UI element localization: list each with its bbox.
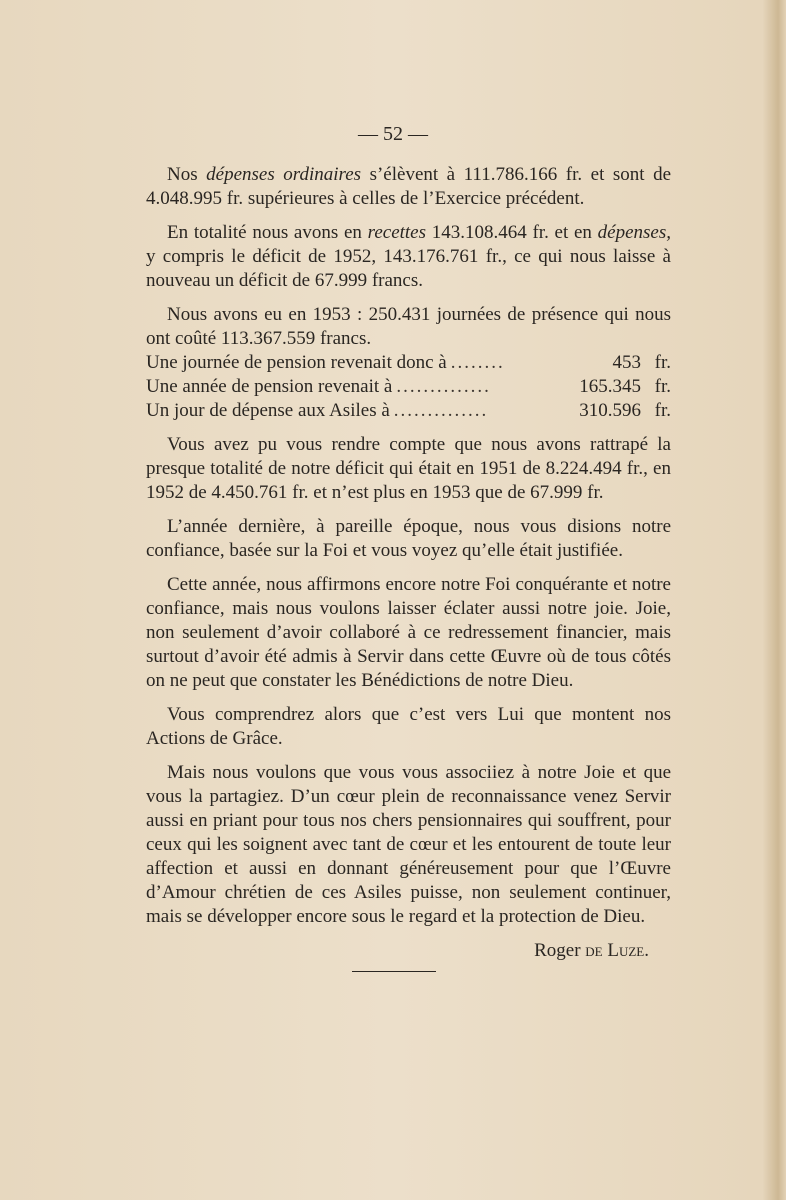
- cost-value: 453: [612, 352, 641, 373]
- page-number: — 52 —: [358, 123, 428, 145]
- cost-row: [146, 375, 671, 399]
- closing-rule: [352, 971, 436, 972]
- cost-unit: fr.: [654, 376, 671, 397]
- paragraph-this-year: Cette année, nous affirmons encore notre Foi conquérante et notre confiance, mais nous voulons laisser éclater aussi notre joie. Joie, non seulement d’avoir collaboré à ce redressement financier, mais surtout d’avoir été admis à Servir dans cette Œuvre où de tous côtés on ne peut que constater les Bénédictions de notre Dieu.: [146, 574, 671, 691]
- signature: [146, 939, 671, 963]
- paragraph-expenses: [146, 163, 671, 211]
- cost-label: Une année de pension revenait à: [146, 376, 393, 397]
- text-run: s’élèvent à 111.786.166 fr. et sont de 4.048.995 fr. supérieures à celles de l’Exercice précédent.: [146, 164, 672, 209]
- text-run: Nos: [167, 164, 207, 185]
- leader-dots: ..............: [396, 376, 491, 397]
- cost-row: [146, 351, 671, 375]
- cost-unit: fr.: [654, 352, 671, 373]
- paragraph-totals: [146, 221, 671, 293]
- paragraph-thanks: Vous comprendrez alors que c’est vers Lui que montent nos Actions de Grâce.: [146, 704, 671, 749]
- emphasis: dépenses ordinaires: [206, 164, 362, 185]
- cost-list: [146, 351, 671, 423]
- leader-dots: ..............: [393, 400, 489, 421]
- signature-first-name: Roger: [534, 940, 586, 961]
- text-run: 143.108.464 fr. et en: [426, 222, 598, 243]
- cost-value: 165.345: [579, 376, 641, 397]
- cost-label: Un jour de dépense aux Asiles à: [146, 400, 390, 421]
- leader-dots: ........: [450, 352, 505, 373]
- text-run: En totalité nous avons en: [167, 222, 368, 243]
- text-run: y compris le déficit de 1952, 143.176.761 fr., ce qui nous laisse à nouveau un déficit de 67.999 francs.: [146, 246, 671, 291]
- letter-body: [146, 163, 671, 963]
- cost-value: 310.596: [579, 400, 641, 421]
- paragraph-last-year: L’année dernière, à pareille époque, nous vous disions notre confiance, basée sur la Foi et vous voyez qu’elle était justifiée.: [146, 516, 671, 561]
- paragraph-deficit: Vous avez pu vous rendre compte que nous avons rattrapé la presque totalité de notre déficit qui était en 1951 de 8.224.494 fr., en 1952 de 4.450.761 fr. et n’est plus en 1953 que de 67.999 fr.: [146, 434, 671, 503]
- emphasis: recettes: [367, 222, 427, 243]
- cost-label: Une journée de pension revenait donc à: [146, 352, 447, 373]
- paragraph-attendance: Nous avons eu en 1953 : 250.431 journées de présence qui nous ont coûté 113.367.559 francs.: [146, 304, 671, 349]
- signature-surname: de Luze.: [585, 940, 649, 961]
- emphasis: dépenses,: [597, 222, 671, 243]
- cost-unit: fr.: [654, 400, 671, 421]
- cost-row: [146, 399, 671, 423]
- paragraph-appeal: Mais nous voulons que vous vous associiez à notre Joie et que vous la partagiez. D’un cœur plein de reconnaissance venez Servir aussi en priant pour tous nos chers pensionnaires qui souffrent, pour ceux qui les soignent avec tant de cœur et les entourent de toute leur affection et aussi en donnant généreusement pour que l’Œuvre d’Amour chrétien de ces Asiles puisse, non seulement continuer, mais se développer encore sous le regard et la protection de Dieu.: [146, 762, 671, 927]
